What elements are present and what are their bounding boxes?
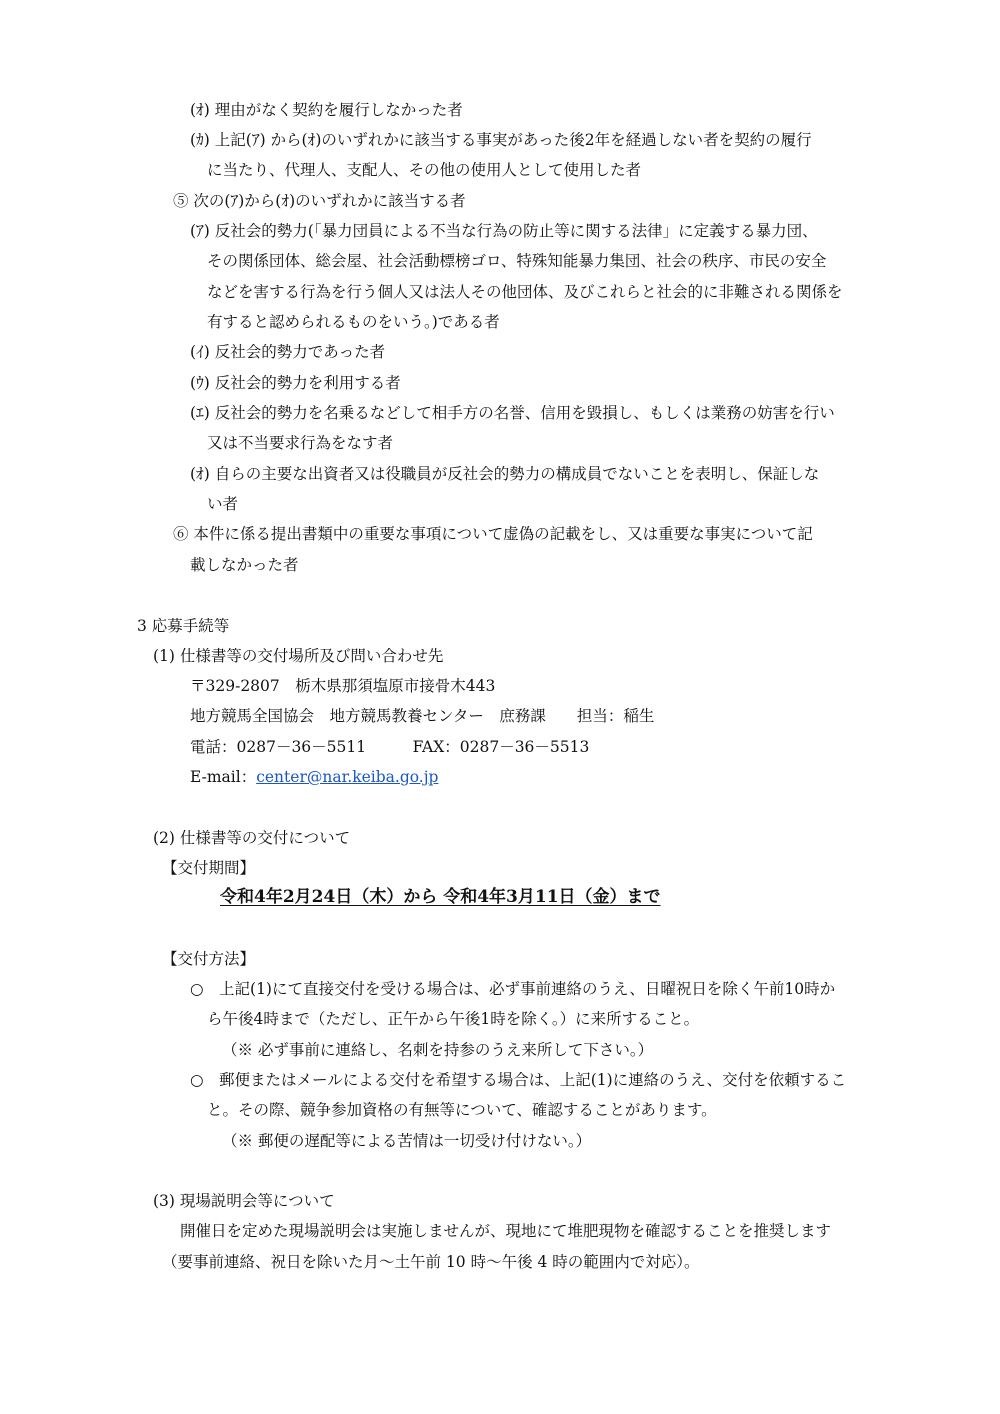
item5-i: (ｲ) 反社会的勢力であった者 — [190, 343, 386, 361]
item6-line2: 載しなかった者 — [190, 556, 299, 574]
mail-note: （※ 郵便の遅配等による苦情は一切受け付けない。） — [222, 1132, 592, 1150]
sub3-heading: (3) 現場説明会等について — [153, 1192, 335, 1210]
item-o-first: (ｵ) 理由がなく契約を履行しなかった者 — [190, 101, 463, 119]
item-ka-line2: に当たり、代理人、支配人、その他の使用人として使用した者 — [207, 161, 642, 179]
item5-o-line2: い者 — [207, 495, 239, 513]
sub1-heading: (1) 仕様書等の交付場所及び問い合わせ先 — [153, 647, 444, 665]
sub3-line2: （要事前連絡、祝日を除いた月～土午前 10 時～午後 4 時の範囲内で対応）。 — [162, 1253, 700, 1271]
delivery-period: 令和4年2月24日（木）から 令和4年3月11日（金）まで — [220, 887, 661, 907]
email-line — [190, 767, 438, 787]
item5-e-line1: (ｴ) 反社会的勢力を名乗るなどして相手方の名誉、信用を毀損し、もしくは業務の妨害を行い — [190, 404, 835, 422]
mail-line2: と。その際、競争参加資格の有無等について、確認することがあります。 — [207, 1101, 717, 1119]
item5-u: (ｳ) 反社会的勢力を利用する者 — [190, 374, 401, 392]
direct-line1: ○ 上記(1)にて直接交付を受ける場合は、必ず事前連絡のうえ、日曜祝日を除く午前10時か — [190, 980, 836, 998]
item5-o-line1: (ｵ) 自らの主要な出資者又は役職員が反社会的勢力の構成員でないことを表明し、保証しな — [190, 465, 820, 483]
direct-line2: ら午後4時まで（ただし、正午から午後1時を除く。）に来所すること。 — [207, 1010, 700, 1028]
organization: 地方競馬全国協会 地方競馬教養センター 庶務課 担当：稲生 — [190, 707, 655, 725]
item6-line1: ⑥ 本件に係る提出書類中の重要な事項について虚偽の記載をし、又は重要な事実について記 — [173, 525, 813, 543]
direct-note: （※ 必ず事前に連絡し、名刺を持参のうえ来所して下さい。） — [222, 1041, 654, 1059]
item5-a-line3: などを害する行為を行う個人又は法人その他団体、及びこれらと社会的に非難される関係を — [207, 283, 843, 301]
email-label: E-mail： — [190, 768, 257, 786]
mail-line1: ○ 郵便またはメールによる交付を希望する場合は、上記(1)に連絡のうえ、交付を依頼するこ — [190, 1071, 847, 1089]
item5-a-line4: 有すると認められるものをいう。)である者 — [207, 313, 500, 331]
sub3-line1: 開催日を定めた現場説明会は実施しませんが、現地にて堆肥現物を確認することを推奨します — [180, 1222, 832, 1240]
item5-e-line2: 又は不当要求行為をなす者 — [207, 434, 394, 452]
item5-a-line1: (ｱ) 反社会的勢力(「暴力団員による不当な行為の防止等に関する法律」に定義する暴力団、 — [190, 222, 818, 240]
period-label: 【交付期間】 — [162, 859, 256, 877]
email-link[interactable]: center@nar.keiba.go.jp — [256, 768, 439, 786]
item-ka-line1: (ｶ) 上記(ｱ) から(ｵ)のいずれかに該当する事実があった後2年を経過しない者を契約の履行 — [190, 131, 812, 149]
item5-heading: ⑤ 次の(ｱ)から(ｵ)のいずれかに該当する者 — [173, 192, 466, 210]
address: 〒329-2807 栃木県那須塩原市接骨木443 — [190, 677, 496, 695]
sub2-heading: (2) 仕様書等の交付について — [153, 829, 351, 847]
item5-a-line2: その関係団体、総会屋、社会活動標榜ゴロ、特殊知能暴力集団、社会の秩序、市民の安全 — [207, 252, 827, 270]
section3-heading: 3 応募手続等 — [137, 617, 230, 635]
tel-fax: 電話：0287－36－5511 FAX：0287－36－5513 — [190, 738, 590, 756]
method-label: 【交付方法】 — [162, 950, 256, 968]
